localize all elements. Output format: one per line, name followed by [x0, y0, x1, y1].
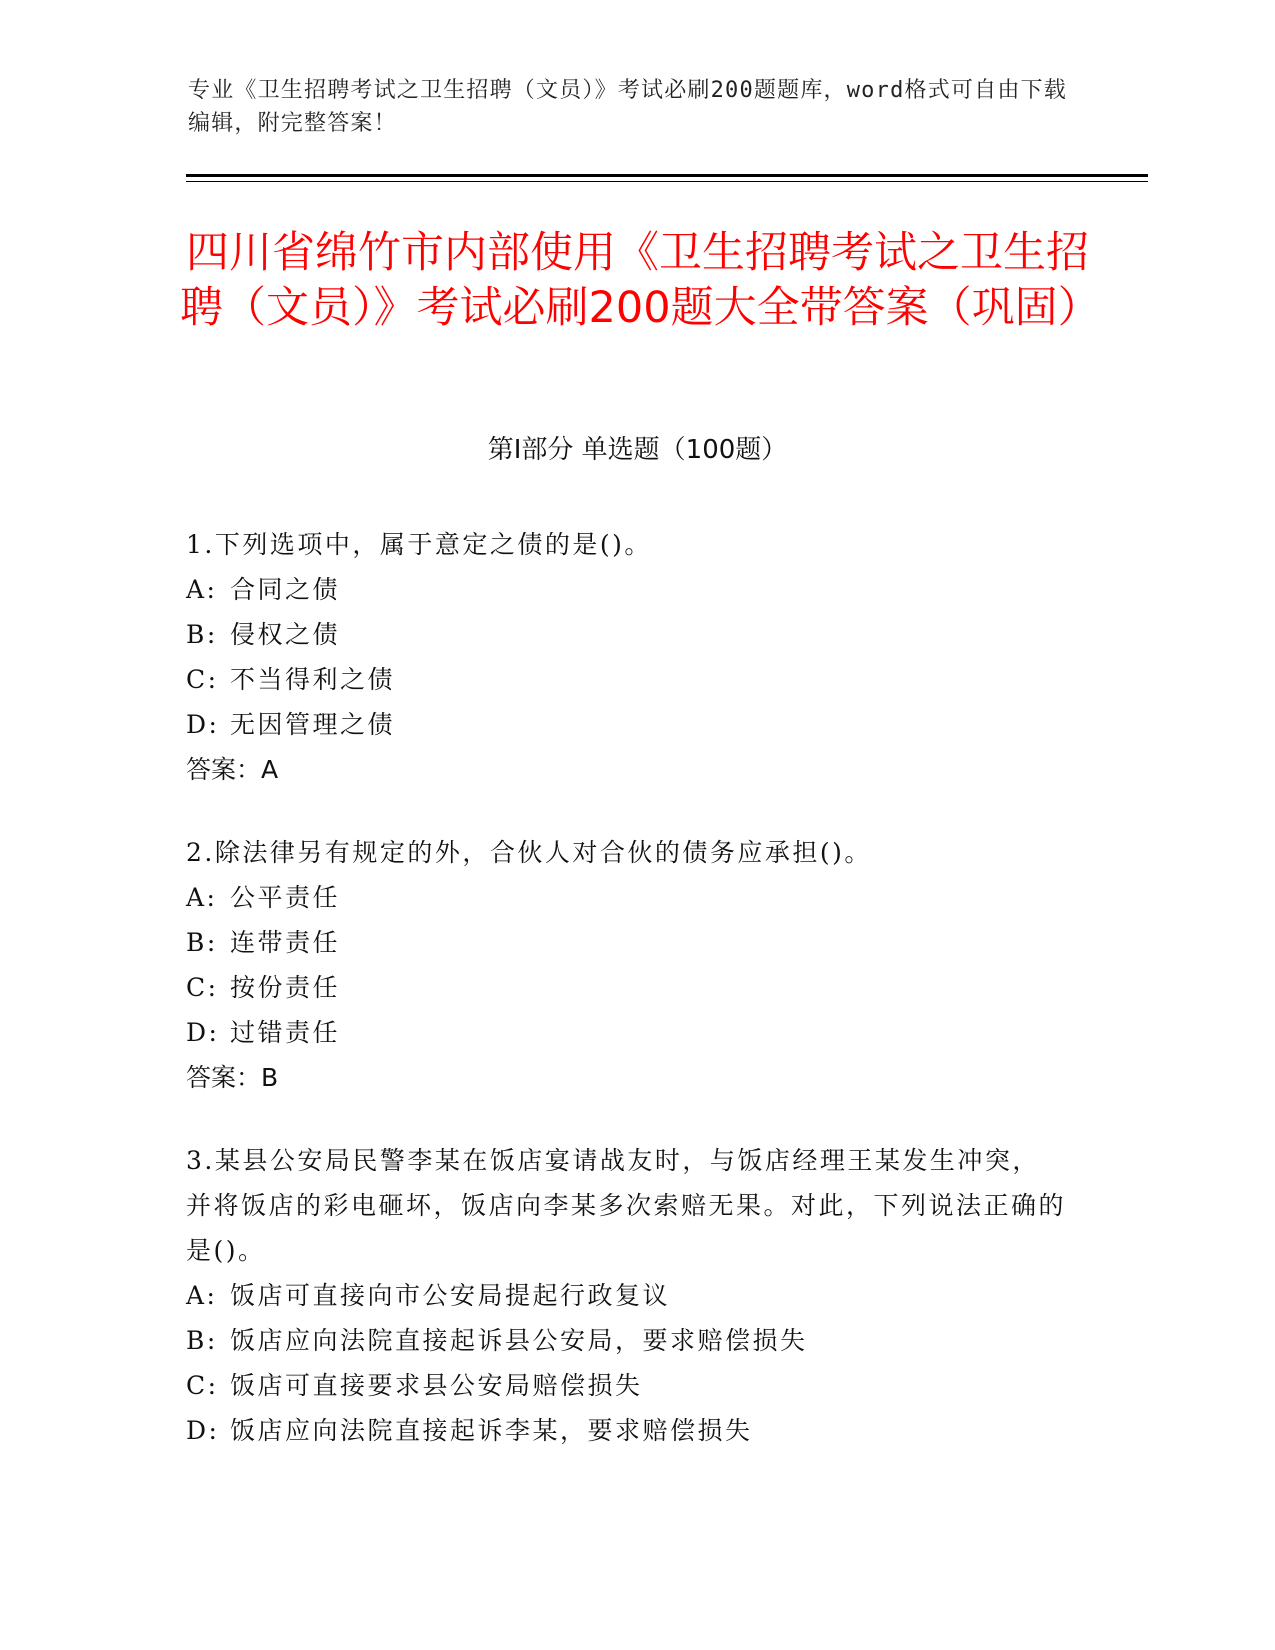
option-key: C: — [186, 665, 219, 694]
option-text: 连带责任 — [230, 928, 341, 957]
question-stem: 3.某县公安局民警李某在饭店宴请战友时，与饭店经理王某发生冲突，并将饭店的彩电砸坏，饭店向李某多次索赔无果。对此，下列说法正确的是()。 — [186, 1146, 1067, 1265]
option-key: C: — [186, 1371, 219, 1400]
option-d — [186, 702, 1066, 747]
option-key: B: — [186, 620, 218, 649]
option-key: C: — [186, 973, 219, 1002]
option-text: 侵权之债 — [230, 620, 341, 649]
option-c — [186, 965, 1066, 1010]
option-d — [186, 1010, 1066, 1055]
option-text: 饭店应向法院直接起诉县公安局，要求赔偿损失 — [230, 1326, 808, 1355]
option-key: A: — [186, 1281, 218, 1310]
question-1 — [186, 522, 1066, 792]
document-title: 四川省绵竹市内部使用《卫生招聘考试之卫生招聘（文员）》考试必刷200题大全带答案（巩固） — [180, 228, 1101, 333]
option-text: 饭店可直接要求县公安局赔偿损失 — [230, 1371, 643, 1400]
question-stem: 1.下列选项中，属于意定之债的是()。 — [186, 530, 652, 559]
question-stem: 2.除法律另有规定的外，合伙人对合伙的债务应承担()。 — [186, 838, 872, 867]
option-b — [186, 1318, 1066, 1363]
option-text: 按份责任 — [230, 973, 341, 1002]
option-a — [186, 875, 1066, 920]
option-c — [186, 1363, 1066, 1408]
option-d — [186, 1408, 1066, 1453]
option-b — [186, 612, 1066, 657]
option-key: D: — [186, 710, 220, 739]
header-note: 专业《卫生招聘考试之卫生招聘（文员）》考试必刷200题题库，word格式可自由下载编辑，附完整答案！ — [188, 78, 1067, 136]
option-key: B: — [186, 1326, 218, 1355]
header-divider-thick — [186, 174, 1148, 177]
section-title: 第Ⅰ部分 单选题（100题） — [487, 435, 788, 465]
option-text: 过错责任 — [230, 1018, 341, 1047]
answer-line: 答案：B — [186, 1063, 279, 1092]
option-text: 饭店可直接向市公安局提起行政复议 — [230, 1281, 671, 1310]
question-3 — [186, 1138, 1066, 1453]
question-2 — [186, 830, 1066, 1100]
option-text: 饭店应向法院直接起诉李某，要求赔偿损失 — [230, 1416, 753, 1445]
option-key: D: — [186, 1018, 220, 1047]
answer-line: 答案：A — [186, 755, 279, 784]
option-text: 合同之债 — [230, 575, 341, 604]
option-text: 不当得利之债 — [230, 665, 396, 694]
option-b — [186, 920, 1066, 965]
option-text: 公平责任 — [230, 883, 341, 912]
option-key: A: — [186, 575, 218, 604]
option-key: D: — [186, 1416, 220, 1445]
option-c — [186, 657, 1066, 702]
header-divider-thin — [186, 181, 1148, 182]
option-key: A: — [186, 883, 218, 912]
option-key: B: — [186, 928, 218, 957]
option-text: 无因管理之债 — [230, 710, 396, 739]
option-a — [186, 567, 1066, 612]
option-a — [186, 1273, 1066, 1318]
question-list — [186, 522, 1066, 1491]
